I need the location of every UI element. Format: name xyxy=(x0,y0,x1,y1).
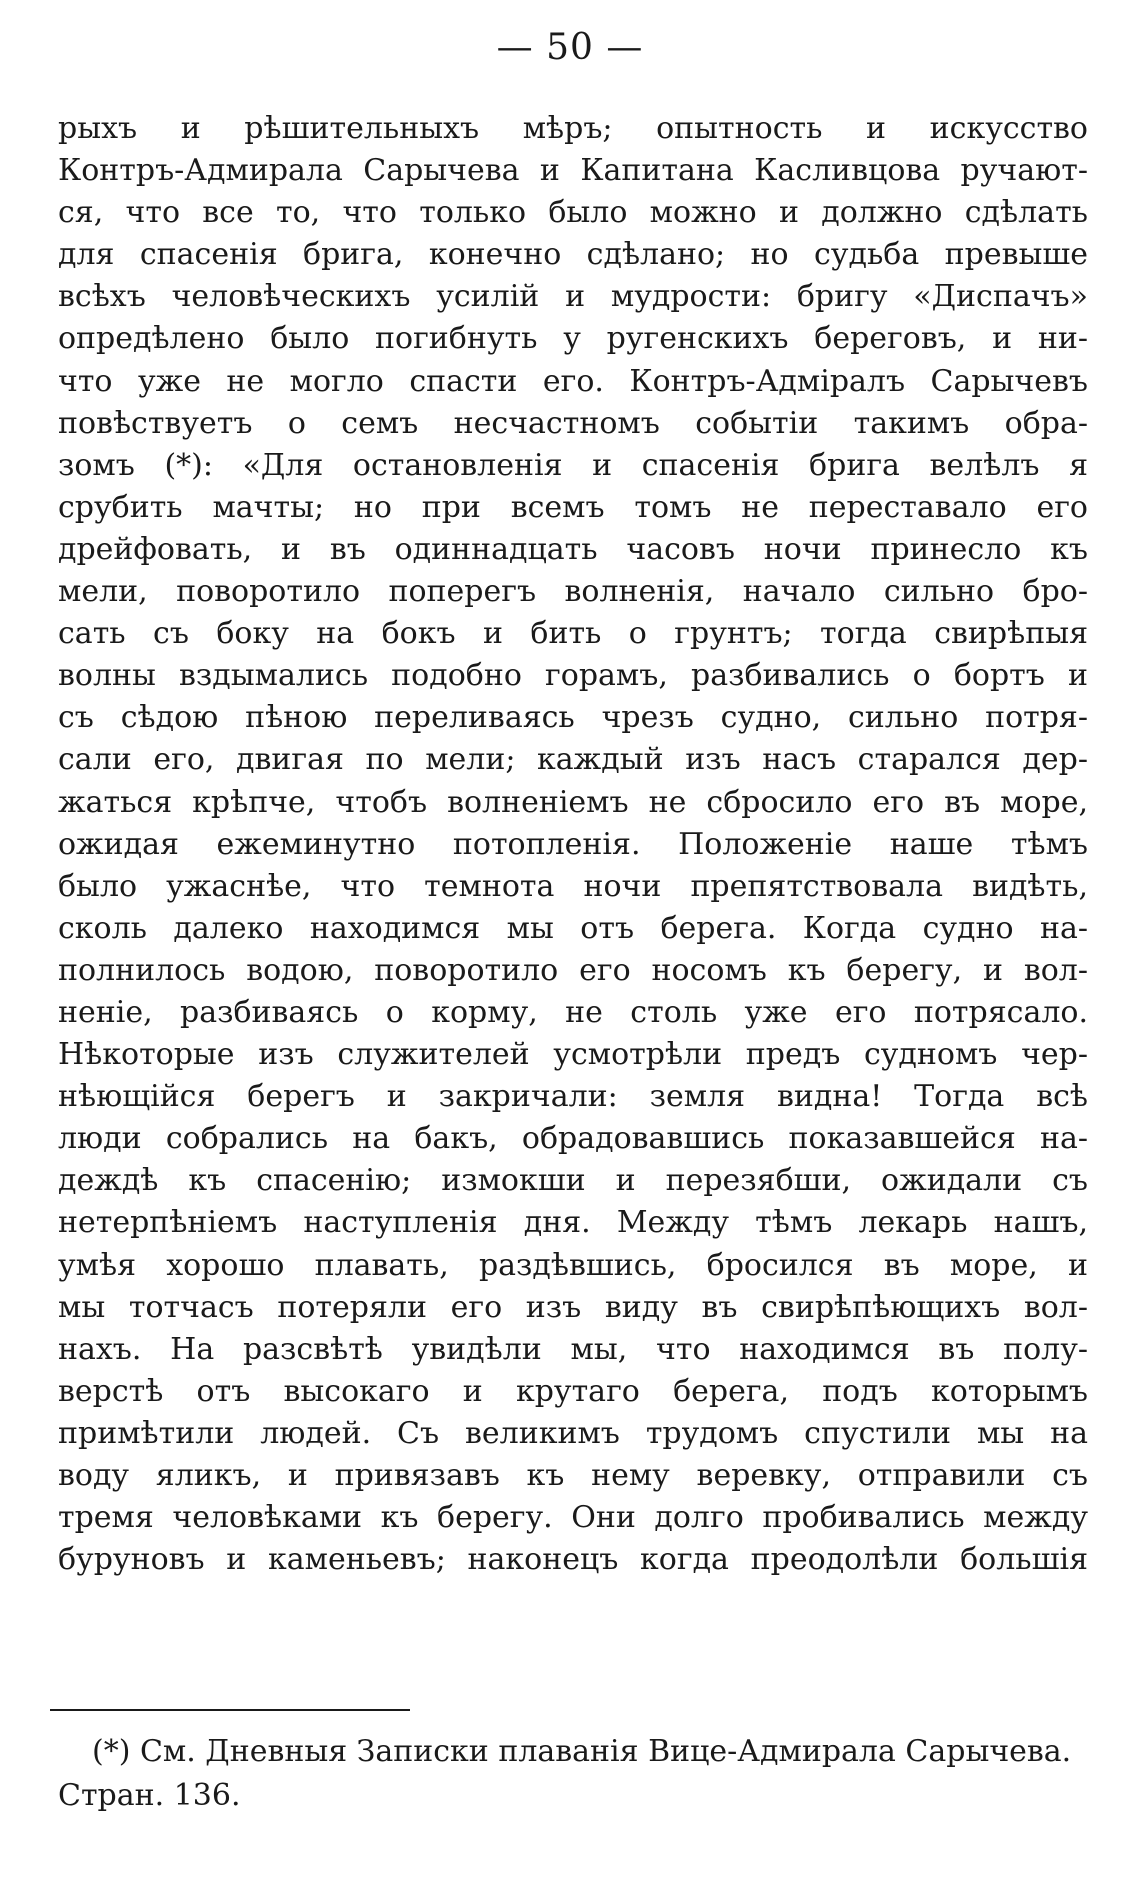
footnote-divider xyxy=(50,1709,410,1711)
text-line: умѣя хорошо плавать, раздѣвшись, бросился въ море, и xyxy=(58,1247,1088,1283)
text-line: примѣтили людей. Съ великимъ трудомъ спустили мы на xyxy=(58,1415,1088,1451)
text-line: нахъ. На разсвѣтѣ увидѣли мы, что находимся въ полу- xyxy=(58,1331,1088,1367)
footnote-line: Стран. 136. xyxy=(58,1778,241,1813)
text-line: было ужаснѣе, что темнота ночи препятствовала видѣть, xyxy=(58,868,1088,904)
text-line: зомъ (*): «Для остановленія и спасенія брига велѣлъ я xyxy=(58,447,1088,483)
text-line: срубить мачты; но при всемъ томъ не переставало его xyxy=(58,489,1088,525)
text-line: для спасенія брига, конечно сдѣлано; но судьба превыше xyxy=(58,237,1088,273)
text-line: буруновъ и каменьевъ; наконецъ когда преодолѣли большія xyxy=(58,1542,1088,1578)
text-line: полнилось водою, поворотило его носомъ къ берегу, и вол- xyxy=(58,952,1088,988)
text-line: тремя человѣками къ берегу. Они долго пробивались между xyxy=(58,1500,1088,1536)
text-line: повѣствуетъ о семъ несчастномъ событіи такимъ обра- xyxy=(58,405,1088,441)
text-line: деждѣ къ спасенію; измокши и перезябши, ожидали съ xyxy=(58,1163,1088,1199)
text-line: сколь далеко находимся мы отъ берега. Когда судно на- xyxy=(58,910,1088,946)
text-line: съ сѣдою пѣною переливаясь чрезъ судно, сильно потря- xyxy=(58,700,1088,736)
page-number: — 50 — xyxy=(496,27,644,68)
text-line: мы тотчасъ потеряли его изъ виду въ свирѣпѣющихъ вол- xyxy=(58,1289,1088,1325)
text-line: волны вздымались подобно горамъ, разбивались о бортъ и xyxy=(58,658,1088,694)
text-line: неніе, разбиваясь о корму, не столь уже его потрясало. xyxy=(58,994,1088,1030)
text-line: нѣющійся берегъ и закричали: земля видна! Тогда всѣ xyxy=(58,1079,1088,1115)
text-line: люди собрались на бакъ, обрадовавшись показавшейся на- xyxy=(58,1121,1088,1157)
text-line: ожидая ежеминутно потопленія. Положеніе наше тѣмъ xyxy=(58,826,1088,862)
text-line: сали его, двигая по мели; каждый изъ насъ старался дер- xyxy=(58,742,1088,778)
text-line: сать съ боку на бокъ и бить о грунтъ; тогда свирѣпыя xyxy=(58,616,1088,652)
text-line: нетерпѣніемъ наступленія дня. Между тѣмъ лекарь нашъ, xyxy=(58,1205,1088,1241)
text-line: мели, поворотило поперегъ волненія, начало сильно бро- xyxy=(58,574,1088,610)
footnote-line: (*) См. Дневныя Записки плаванія Вице-Адмирала Сарычева. xyxy=(92,1734,1072,1769)
text-line: дрейфовать, и въ одиннадцать часовъ ночи принесло къ xyxy=(58,531,1088,567)
text-line: что уже не могло спасти его. Контръ-Адміралъ Сарычевъ xyxy=(58,363,1088,399)
text-line: жаться крѣпче, чтобъ волненіемъ не сбросило его въ море, xyxy=(58,784,1088,820)
text-line: опредѣлено было погибнуть у ругенскихъ береговъ, и ни- xyxy=(58,321,1088,357)
footnote xyxy=(58,1730,1088,1818)
text-line: всѣхъ человѣческихъ усилій и мудрости: бригу «Диспачъ» xyxy=(58,279,1088,315)
text-line: ся, что все то, что только было можно и должно сдѣлать xyxy=(58,195,1088,231)
body-text xyxy=(58,108,1088,1581)
text-line: воду яликъ, и привязавъ къ нему веревку, отправили съ xyxy=(58,1458,1088,1493)
text-line: верстѣ отъ высокаго и крутаго берега, подъ которымъ xyxy=(58,1373,1088,1409)
text-line: Контръ-Адмирала Сарычева и Капитана Касливцова ручают- xyxy=(58,153,1088,189)
text-line: Нѣкоторые изъ служителей усмотрѣли предъ судномъ чер- xyxy=(58,1037,1088,1073)
text-line: рыхъ и рѣшительныхъ мѣръ; опытность и искусство xyxy=(58,111,1088,146)
